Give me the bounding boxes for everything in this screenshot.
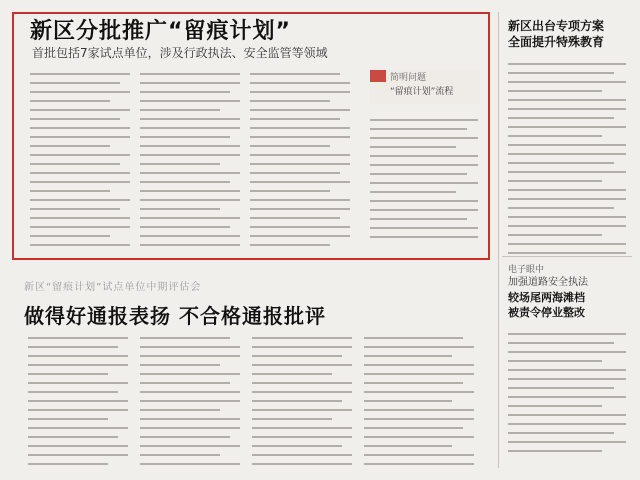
inset-caption: “留痕计划”流程	[390, 87, 454, 97]
text-column	[30, 66, 130, 253]
text-column	[140, 66, 240, 253]
sidebar-story2-headline-line1: 较场尾两海滩档	[508, 291, 585, 304]
text-column	[250, 66, 350, 253]
sidebar-story1-headline-line1: 新区出台专项方案	[508, 19, 605, 33]
text-column	[370, 112, 478, 245]
top-article-subheadline: 首批包括7家试点单位，涉及行政执法、安全监管等领域	[32, 46, 328, 60]
column-divider	[498, 12, 499, 468]
flowchart-inset	[370, 70, 480, 104]
text-column	[364, 330, 474, 472]
sidebar-story1-headline-line2: 全面提升特殊教育	[508, 35, 605, 49]
bottom-article-headline: 做得好通报表扬 不合格通报批评	[24, 304, 326, 328]
sidebar-story2-subheadline: 加强道路安全执法	[508, 277, 588, 288]
text-column	[252, 330, 352, 472]
text-column	[28, 330, 128, 472]
sidebar-story2-headline-line2: 被责令停业整改	[508, 306, 585, 319]
sidebar-text-column	[508, 56, 626, 261]
inset-label: 简明问题	[390, 73, 427, 83]
bottom-article-banner: 新区“留痕计划”试点单位中期评估会	[24, 282, 202, 293]
sidebar-story2-kicker: 电子眼中	[508, 265, 545, 275]
sidebar-divider	[502, 256, 632, 257]
sidebar-text-column	[508, 326, 626, 459]
inset-tag	[370, 70, 386, 82]
top-article-headline: 新区分批推广“留痕计划”	[30, 19, 291, 44]
text-column	[140, 330, 240, 472]
